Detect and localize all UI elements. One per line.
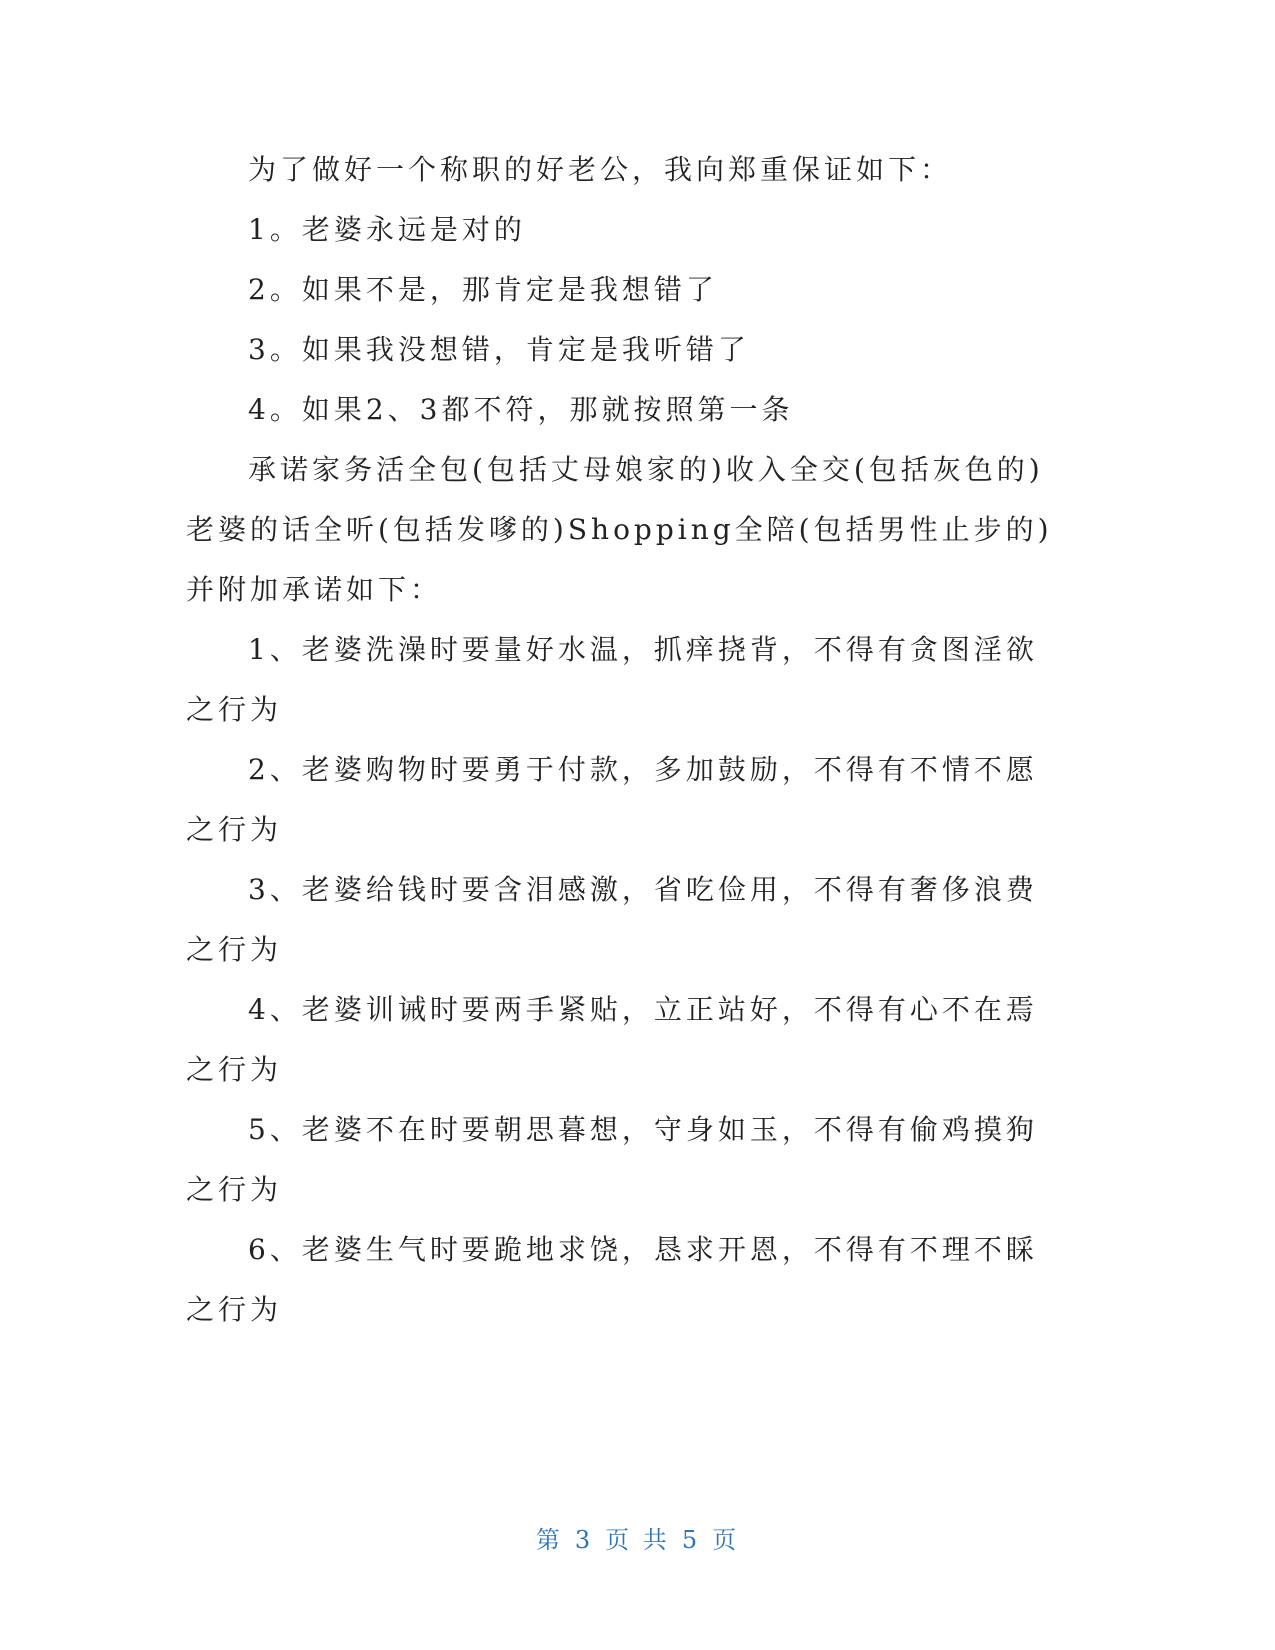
paragraph-rule-4: 4。如果2、3都不符，那就按照第一条 [248, 393, 794, 426]
paragraph-intro: 为了做好一个称职的好老公，我向郑重保证如下： [248, 153, 953, 186]
paragraph-promise-3: 3、老婆给钱时要含泪感激，省吃俭用，不得有奢侈浪费之行为 [186, 873, 1038, 966]
footer-middle: 页 共 [605, 1526, 670, 1554]
footer-suffix: 页 [712, 1526, 740, 1554]
paragraph-promise-4: 4、老婆训诫时要两手紧贴，立正站好，不得有心不在焉之行为 [186, 993, 1038, 1086]
paragraph-commitment: 承诺家务活全包(包括丈母娘家的)收入全交(包括灰色的)老婆的话全听(包括发嗲的)Shopping全陪(包括男性止步的)并附加承诺如下： [186, 453, 1053, 606]
document-body [186, 140, 1066, 1340]
paragraph-promise-2: 2、老婆购物时要勇于付款，多加鼓励，不得有不情不愿之行为 [186, 753, 1038, 846]
paragraph-promise-6: 6、老婆生气时要跪地求饶，恳求开恩，不得有不理不睬之行为 [186, 1233, 1038, 1326]
footer-total-pages: 5 [681, 1526, 701, 1554]
footer-current-page: 3 [574, 1526, 594, 1554]
page-footer [0, 1520, 1275, 1555]
paragraph-promise-5: 5、老婆不在时要朝思暮想，守身如玉，不得有偷鸡摸狗之行为 [186, 1113, 1038, 1206]
footer-prefix: 第 [535, 1526, 563, 1554]
paragraph-rule-2: 2。如果不是，那肯定是我想错了 [248, 273, 718, 306]
paragraph-rule-1: 1。老婆永远是对的 [248, 213, 526, 246]
paragraph-promise-1: 1、老婆洗澡时要量好水温，抓痒挠背，不得有贪图淫欲之行为 [186, 633, 1038, 726]
paragraph-rule-3: 3。如果我没想错，肯定是我听错了 [248, 333, 750, 366]
